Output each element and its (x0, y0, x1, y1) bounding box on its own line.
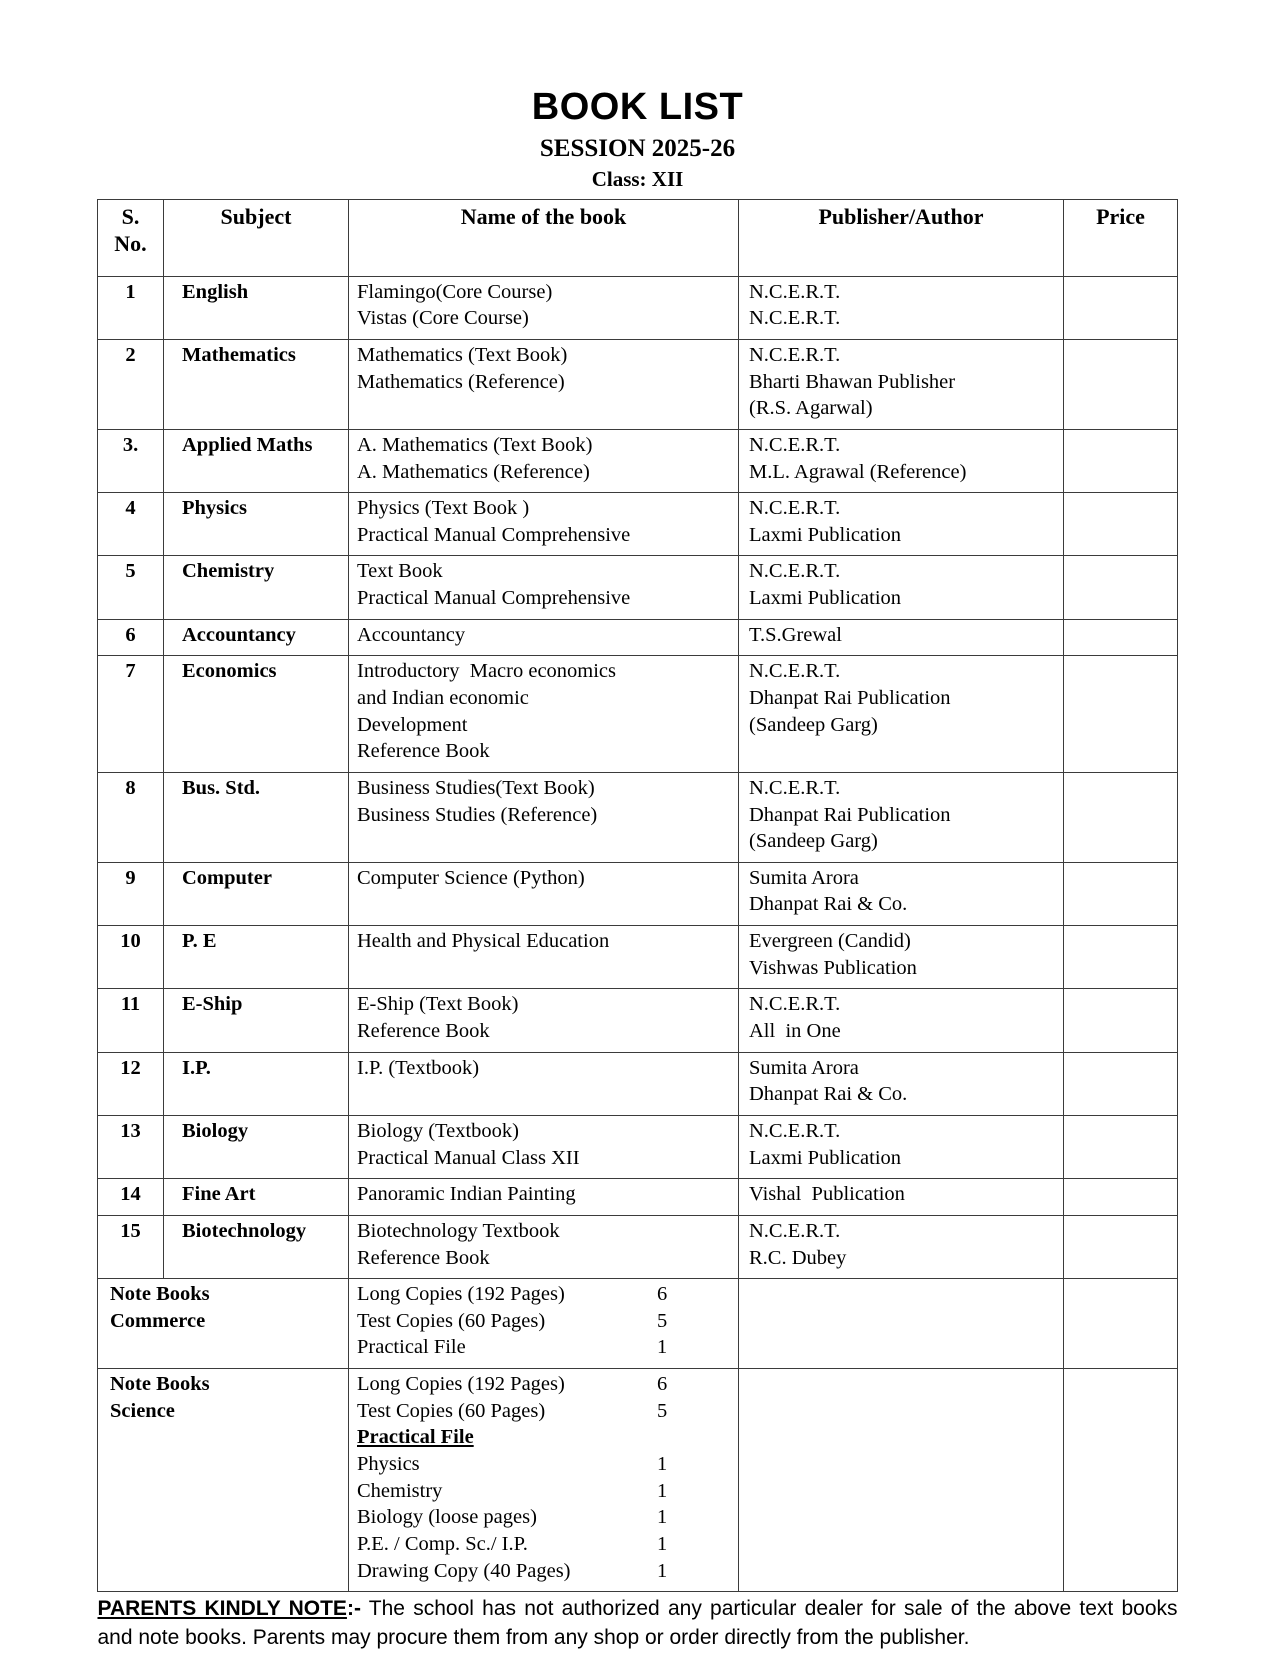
cell-book-line: Business Studies(Text Book) (357, 776, 595, 799)
table-row (98, 989, 1178, 1052)
cell-book-line: I.P. (Textbook) (357, 1056, 480, 1079)
cell-price (1064, 1369, 1178, 1592)
cell-book (349, 772, 739, 862)
note-books-item-name: Test Copies (60 Pages) (357, 1309, 546, 1332)
cell-publisher-line: N.C.E.R.T. (749, 993, 841, 1016)
cell-book (349, 1052, 739, 1115)
cell-serial-number: 2 (98, 339, 164, 429)
cell-book-line: A. Mathematics (Text Book) (357, 433, 593, 456)
cell-subject: Physics (164, 493, 349, 556)
cell-publisher (739, 339, 1064, 429)
cell-note-books-publisher (739, 1279, 1064, 1369)
cell-publisher (739, 1179, 1064, 1216)
cell-publisher-line: N.C.E.R.T. (749, 560, 841, 583)
note-books-item (357, 1424, 738, 1451)
cell-price (1064, 1279, 1178, 1369)
column-header-price: Price (1064, 200, 1178, 277)
cell-price (1064, 926, 1178, 989)
cell-book-line: Panoramic Indian Painting (357, 1183, 576, 1206)
cell-publisher-line: N.C.E.R.T. (749, 433, 841, 456)
cell-publisher (739, 1115, 1064, 1178)
note-books-item-qty: 5 (657, 1399, 668, 1422)
cell-publisher (739, 926, 1064, 989)
table-row (98, 926, 1178, 989)
cell-book (349, 1179, 739, 1216)
table-row (98, 619, 1178, 656)
cell-publisher (739, 862, 1064, 925)
table-row (98, 1052, 1178, 1115)
column-header-subject: Subject (164, 200, 349, 277)
cell-book (349, 926, 739, 989)
cell-subject: Computer (164, 862, 349, 925)
note-books-item-qty: 6 (657, 1373, 668, 1396)
cell-publisher-line: All in One (749, 1020, 841, 1043)
note-books-item (357, 1398, 738, 1425)
cell-serial-number: 12 (98, 1052, 164, 1115)
cell-book (349, 1215, 739, 1278)
note-books-item-name: Biology (loose pages) (357, 1506, 537, 1529)
cell-serial-number: 9 (98, 862, 164, 925)
cell-price (1064, 772, 1178, 862)
cell-serial-number: 5 (98, 556, 164, 619)
column-header-publisher: Publisher/Author (739, 200, 1064, 277)
note-books-item-name: Chemistry (357, 1479, 443, 1502)
note-books-item (357, 1451, 738, 1478)
cell-publisher-line: Sumita Arora (749, 866, 859, 889)
cell-price (1064, 1052, 1178, 1115)
cell-publisher-line: T.S.Grewal (749, 623, 842, 646)
column-header-book: Name of the book (349, 200, 739, 277)
footer-note (98, 1595, 1178, 1653)
cell-subject: Bus. Std. (164, 772, 349, 862)
cell-note-books-publisher (739, 1369, 1064, 1592)
cell-price (1064, 556, 1178, 619)
cell-serial-number: 3. (98, 429, 164, 492)
footer-note-body: The school has not authorized any particular dealer for sale of the above text books and note books. Parents may procure them from any shop or order directly from the publisher. (97, 1597, 1178, 1650)
note-books-item-name: Practical File (357, 1336, 466, 1359)
cell-serial-number: 14 (98, 1179, 164, 1216)
note-books-item (357, 1281, 738, 1308)
cell-publisher (739, 1052, 1064, 1115)
note-books-row (98, 1279, 1178, 1369)
cell-serial-number: 7 (98, 656, 164, 773)
cell-publisher-line: Bharti Bhawan Publisher (749, 370, 956, 393)
cell-serial-number: 15 (98, 1215, 164, 1278)
note-books-item-qty: 1 (657, 1506, 668, 1529)
cell-book-line: Computer Science (Python) (357, 866, 585, 889)
note-books-label-line: Commerce (110, 1309, 206, 1332)
note-books-item (357, 1531, 738, 1558)
cell-price (1064, 429, 1178, 492)
cell-subject: E-Ship (164, 989, 349, 1052)
cell-book (349, 429, 739, 492)
table-body (98, 276, 1178, 1592)
cell-publisher-line: N.C.E.R.T. (749, 1219, 841, 1242)
table-row (98, 429, 1178, 492)
cell-publisher-line: N.C.E.R.T. (749, 660, 841, 683)
cell-book-line: Practical Manual Class XII (357, 1146, 580, 1169)
cell-publisher (739, 772, 1064, 862)
cell-subject: Chemistry (164, 556, 349, 619)
cell-publisher-line: N.C.E.R.T. (749, 1119, 841, 1142)
cell-publisher-line: Dhanpat Rai & Co. (749, 893, 908, 916)
cell-subject: English (164, 276, 349, 339)
cell-book-line: Physics (Text Book ) (357, 497, 530, 520)
cell-book-line: Accountancy (357, 623, 466, 646)
cell-publisher-line: N.C.E.R.T. (749, 307, 841, 330)
cell-book (349, 989, 739, 1052)
cell-publisher (739, 989, 1064, 1052)
note-books-item-name: Drawing Copy (40 Pages) (357, 1559, 571, 1582)
cell-book-line: Introductory Macro economics (357, 660, 617, 683)
cell-book (349, 862, 739, 925)
cell-book-line: Health and Physical Education (357, 930, 610, 953)
note-books-item-qty: 1 (657, 1559, 668, 1582)
table-row (98, 656, 1178, 773)
cell-publisher-line: Laxmi Publication (749, 523, 902, 546)
cell-subject: Economics (164, 656, 349, 773)
cell-note-books-items (349, 1369, 739, 1592)
cell-book-line: Vistas (Core Course) (357, 307, 529, 330)
table-row (98, 1215, 1178, 1278)
cell-book-line: E-Ship (Text Book) (357, 993, 519, 1016)
cell-serial-number: 10 (98, 926, 164, 989)
cell-publisher (739, 276, 1064, 339)
note-books-item-name: Long Copies (192 Pages) (357, 1373, 565, 1396)
note-books-item-qty: 1 (657, 1336, 668, 1359)
cell-price (1064, 656, 1178, 773)
table-row (98, 276, 1178, 339)
cell-note-books-label (98, 1279, 349, 1369)
cell-subject: Fine Art (164, 1179, 349, 1216)
cell-serial-number: 11 (98, 989, 164, 1052)
note-books-item (357, 1504, 738, 1531)
cell-publisher-line: Laxmi Publication (749, 1146, 902, 1169)
cell-book (349, 556, 739, 619)
cell-serial-number: 4 (98, 493, 164, 556)
book-list-table (97, 199, 1178, 1592)
table-row (98, 339, 1178, 429)
class-subtitle: Class: XII (591, 167, 684, 191)
cell-price (1064, 339, 1178, 429)
cell-publisher-line: Dhanpat Rai Publication (749, 686, 951, 709)
cell-book (349, 619, 739, 656)
note-books-item-name: P.E. / Comp. Sc./ I.P. (357, 1532, 528, 1555)
column-header-sno-line2: No. (114, 230, 147, 256)
cell-book-line: Practical Manual Comprehensive (357, 523, 631, 546)
table-row (98, 493, 1178, 556)
cell-publisher-line: Vishal Publication (749, 1183, 905, 1206)
cell-publisher-line: Sumita Arora (749, 1056, 859, 1079)
cell-book (349, 656, 739, 773)
table-header-row (98, 200, 1178, 277)
cell-note-books-label (98, 1369, 349, 1592)
cell-publisher-line: (Sandeep Garg) (749, 830, 878, 853)
cell-publisher-line: (R.S. Agarwal) (749, 397, 873, 420)
note-books-item-qty: 6 (657, 1283, 668, 1306)
cell-subject: Biology (164, 1115, 349, 1178)
note-books-item-name: Test Copies (60 Pages) (357, 1399, 546, 1422)
cell-price (1064, 493, 1178, 556)
cell-publisher-line: R.C. Dubey (749, 1246, 847, 1269)
cell-publisher (739, 493, 1064, 556)
cell-publisher-line: Dhanpat Rai Publication (749, 803, 951, 826)
cell-book-line: Biology (Textbook) (357, 1119, 519, 1142)
note-books-item (357, 1308, 738, 1335)
note-books-item (357, 1371, 738, 1398)
note-books-item-qty: 1 (657, 1453, 668, 1475)
cell-publisher-line: N.C.E.R.T. (749, 776, 841, 799)
cell-price (1064, 1179, 1178, 1216)
cell-subject: P. E (164, 926, 349, 989)
cell-publisher-line: M.L. Agrawal (Reference) (749, 460, 967, 483)
cell-publisher-line: N.C.E.R.T. (749, 497, 841, 520)
cell-serial-number: 6 (98, 619, 164, 656)
cell-serial-number: 8 (98, 772, 164, 862)
cell-book-line: Development (357, 713, 468, 736)
cell-price (1064, 1115, 1178, 1178)
cell-book-line: and Indian economic (357, 686, 529, 709)
column-header-sno-line1: S. (121, 204, 140, 229)
note-books-item (357, 1334, 738, 1361)
note-books-label-line: Note Books (110, 1373, 210, 1396)
cell-serial-number: 1 (98, 276, 164, 339)
note-books-label-line: Science (110, 1399, 175, 1422)
note-books-item-name: Long Copies (192 Pages) (357, 1283, 565, 1306)
note-books-item-name: Physics (357, 1453, 420, 1475)
cell-price (1064, 1215, 1178, 1278)
cell-price (1064, 862, 1178, 925)
table-row (98, 556, 1178, 619)
cell-book (349, 1115, 739, 1178)
cell-publisher-line: Dhanpat Rai & Co. (749, 1083, 908, 1106)
note-books-item-qty: 1 (657, 1479, 668, 1502)
cell-publisher-line: Laxmi Publication (749, 587, 902, 610)
cell-book-line: A. Mathematics (Reference) (357, 460, 590, 483)
cell-book (349, 339, 739, 429)
note-books-item (357, 1478, 738, 1505)
cell-subject: Biotechnology (164, 1215, 349, 1278)
cell-book-line: Reference Book (357, 740, 490, 763)
cell-publisher-line: N.C.E.R.T. (749, 280, 841, 303)
cell-subject: Mathematics (164, 339, 349, 429)
cell-publisher (739, 556, 1064, 619)
cell-book (349, 493, 739, 556)
cell-subject: I.P. (164, 1052, 349, 1115)
cell-publisher-line: Evergreen (Candid) (749, 930, 911, 953)
column-header-sno (98, 200, 164, 277)
cell-book-line: Business Studies (Reference) (357, 803, 598, 826)
footer-note-colon: :- (346, 1597, 361, 1621)
cell-note-books-items (349, 1279, 739, 1369)
cell-price (1064, 989, 1178, 1052)
cell-price (1064, 276, 1178, 339)
note-books-item (357, 1558, 738, 1585)
cell-publisher (739, 1215, 1064, 1278)
cell-subject: Applied Maths (164, 429, 349, 492)
cell-book-line: Mathematics (Reference) (357, 370, 565, 393)
page-title: BOOK LIST (531, 86, 744, 128)
cell-subject: Accountancy (164, 619, 349, 656)
table-row (98, 1179, 1178, 1216)
cell-book-line: Reference Book (357, 1020, 490, 1043)
cell-publisher (739, 429, 1064, 492)
cell-publisher-line: (Sandeep Garg) (749, 713, 878, 736)
table-row (98, 862, 1178, 925)
cell-book-line: Mathematics (Text Book) (357, 343, 568, 366)
note-books-row (98, 1369, 1178, 1592)
cell-book-line: Practical Manual Comprehensive (357, 587, 631, 610)
note-books-label-line: Note Books (110, 1283, 210, 1306)
note-books-item-name: Practical File (357, 1426, 474, 1449)
cell-price (1064, 619, 1178, 656)
cell-publisher-line: Vishwas Publication (749, 956, 917, 979)
note-books-item-qty: 1 (657, 1532, 668, 1555)
cell-book-line: Text Book (357, 560, 443, 583)
cell-publisher (739, 656, 1064, 773)
table-row (98, 772, 1178, 862)
cell-book-line: Biotechnology Textbook (357, 1219, 560, 1242)
cell-publisher-line: N.C.E.R.T. (749, 343, 841, 366)
note-books-item-qty: 5 (657, 1309, 668, 1332)
cell-book-line: Flamingo(Core Course) (357, 280, 553, 303)
cell-serial-number: 13 (98, 1115, 164, 1178)
cell-book-line: Reference Book (357, 1246, 490, 1269)
session-subtitle: SESSION 2025-26 (539, 135, 736, 162)
footer-note-heading: PARENTS KINDLY NOTE (97, 1597, 347, 1621)
table-row (98, 1115, 1178, 1178)
cell-book (349, 276, 739, 339)
cell-publisher (739, 619, 1064, 656)
document-header (0, 0, 1275, 190)
